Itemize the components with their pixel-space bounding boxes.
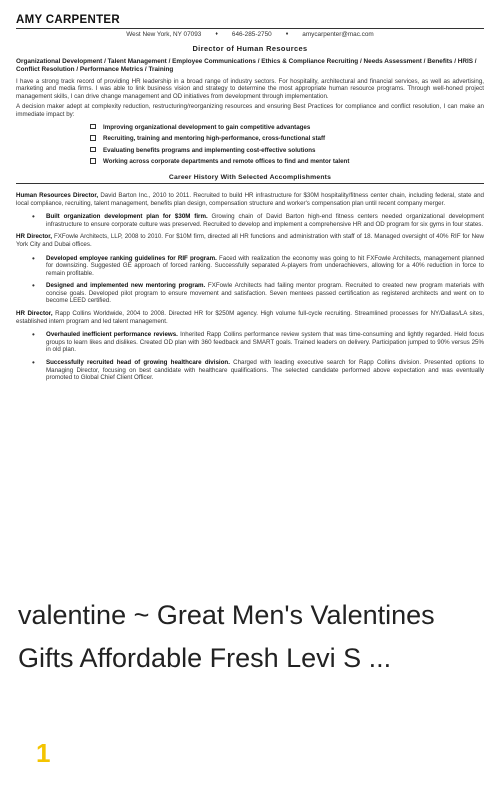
contact-email: amycarpenter@mac.com	[302, 31, 374, 38]
bullet-lead: Successfully recruited head of growing healthcare division.	[46, 359, 230, 367]
accomplishment-bullet	[32, 282, 484, 305]
bullet-icon: •	[32, 358, 35, 368]
checkbox-icon	[90, 124, 96, 130]
checkbox-icon	[90, 158, 96, 164]
summary-paragraph: A decision maker adept at complexity reduction, restructuring/reorganizing resources and ensuring Best Practices for compliance and conflict resolution, I can make an immediate impact by:	[16, 103, 484, 118]
checkbox-icon	[90, 147, 96, 153]
contact-line	[16, 31, 484, 38]
checklist-item	[90, 156, 484, 168]
bullet-text: Charged with leading executive search for Rapp Collins division. Presented options to Managing Director, focusing on best candidate with healthcare qualifications. The selected candidate performed above expectation and was eventually promoted to Global Chief Client Officer.	[46, 359, 485, 382]
bullet-text: Growing chain of David Barton high-end fitness centers needed organizational development infrastructure to ensure corporate culture was preserved. Recruited to develop and implement a comprehensive HR and OD program for six gyms in four states.	[46, 213, 484, 228]
checklist-text: Evaluating benefits programs and implementing cost-effective solutions	[103, 146, 316, 154]
job-description: FXFowle Architects, LLP, 2008 to 2010. For $10M firm, directed all HR functions and administration with staff of 18. Managed oversight of 40% RIF for New York City and Dubai offices.	[16, 233, 484, 248]
bullet-icon: •	[32, 281, 35, 291]
contact-phone: 646-285-2750	[231, 31, 272, 38]
bullet-lead: Built organization development plan for $30M firm.	[46, 213, 208, 221]
checklist-item	[90, 122, 484, 134]
accomplishment-bullet	[32, 213, 484, 228]
bullet-lead: Developed employee ranking guidelines for RIF program.	[46, 254, 217, 262]
accomplishment-bullet	[32, 331, 484, 354]
header-rule	[16, 28, 484, 29]
bullet-icon: •	[32, 212, 35, 222]
strength-checklist	[16, 122, 484, 168]
job-description: Rapp Collins Worldwide, 2004 to 2008. Directed HR for $250M agency. High volume full-cycle recruiting. Streamlined processes for NY/Dallas/LA sites, established intern program and led talent management.	[16, 310, 484, 325]
bullet-lead: Designed and implemented new mentoring program.	[46, 282, 206, 290]
bullet-lead: Overhauled inefficient performance reviews.	[46, 331, 178, 339]
job-entry	[16, 192, 484, 207]
job-description: David Barton Inc., 2010 to 2011. Recruited to build HR infrastructure for $30M hospitality/fitness center chain, including federal, state and local compliance, recruiting, talent management, benefits plan design, compensation structure and worker's compensation plan until recent company merger.	[16, 191, 484, 207]
bullet-text: Faced with realization the economy was going to hit FXFowle Architects, management planned for downsizing. Suggested GE approach of forced ranking. Successfully separated A-players from underachievers, allowing for a 40% reduction in force to remain profitable.	[46, 254, 484, 277]
job-entry	[16, 310, 484, 325]
image-caption: valentine ~ Great Men's Valentines Gifts Affordable Fresh Levi S ...	[18, 600, 435, 673]
checklist-item	[90, 145, 484, 157]
checkbox-icon	[90, 135, 96, 141]
bullet-icon: •	[32, 330, 35, 340]
section-heading: Career History With Selected Accomplishments	[16, 174, 484, 184]
resume-title: Director of Human Resources	[192, 44, 308, 53]
bullet-text: FXFowle Architects had failing mentor program. Recruited to created new program materials with concise goals. Developed pilot program to ensure movement and satisfaction. Seven mentees passed certification as registered architects and went on to become LEED certified.	[46, 282, 484, 305]
job-entry	[16, 233, 484, 248]
checklist-text: Recruiting, training and mentoring high-performance, cross-functional staff	[103, 135, 326, 143]
checklist-text: Working across corporate departments and remote offices to find and mentor talent	[103, 158, 350, 166]
page-number-badge: 1	[36, 738, 51, 768]
job-title: Human Resources Director,	[16, 191, 99, 199]
job-title: HR Director,	[16, 310, 53, 318]
accomplishment-bullet	[32, 359, 484, 382]
accomplishment-bullet	[32, 255, 484, 278]
job-title: HR Director,	[16, 233, 52, 241]
resume-name: AMY CARPENTER	[16, 14, 121, 26]
bullet-text: Inherited Rapp Collins performance review system that was time-consuming and lightly regarded. Held focus groups to learn likes and dislikes. Created OD plan with 360 feedback and SMART goals. Trained leaders on delivery. Participation jumped to 90% versus 25% in old plan.	[46, 331, 485, 354]
checklist-item	[90, 133, 484, 145]
contact-separator: ♦	[215, 31, 218, 37]
core-competencies: Organizational Development / Talent Management / Employee Communications / Ethics & Compliance Recruiting / Needs Assessment / Benefits / HRIS / Conflict Resolution / Performance Metrics / Training	[16, 58, 477, 74]
bullet-icon: •	[32, 253, 35, 263]
summary-paragraph: I have a strong track record of providing HR leadership in a broad range of industry sectors. For hospitality, architectural and financial services, as well as advertising, marketing and media firms. I was able to link business vision and strategy to determine the most appropriate human resource programs. Through well-honed project management skills, I can drive change management and OD initiatives from development through implementation.	[16, 77, 484, 100]
contact-separator: ♦	[285, 31, 289, 37]
contact-location: West New York, NY 07093	[126, 31, 202, 38]
checklist-text: Improving organizational development to gain competitive advantages	[103, 123, 311, 131]
